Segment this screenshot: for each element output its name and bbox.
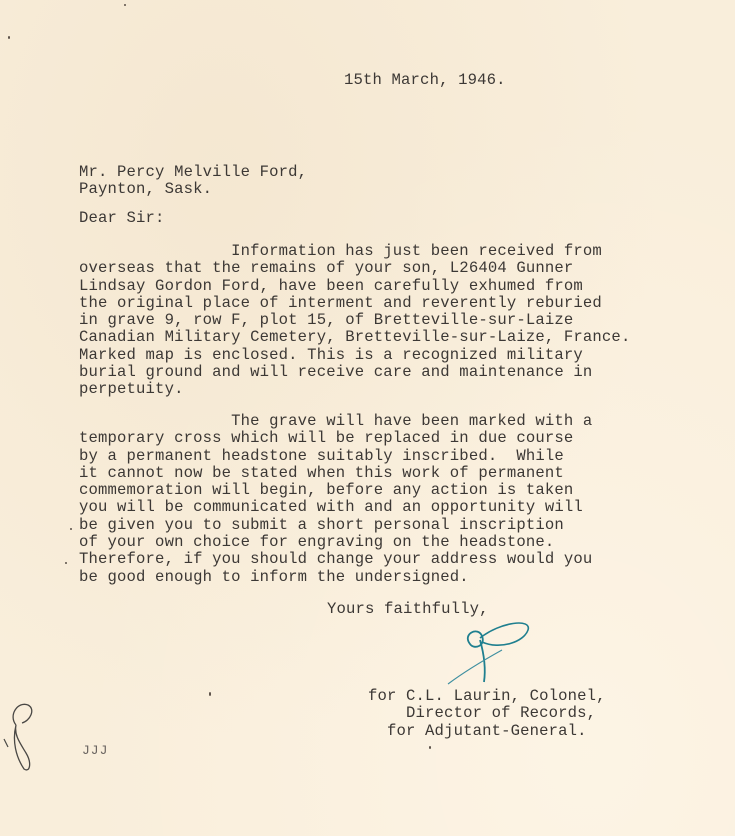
text-line: by a permanent headstone suitably inscribed. While [79,446,564,465]
text-line: be good enough to inform the undersigned. [79,567,469,586]
text-line: be given you to submit a short personal inscription [79,515,564,534]
signature-block [368,688,606,740]
letter-date: 15th March, 1946. [344,71,506,89]
text-line: the original place of interment and reverently reburied [79,293,602,312]
recipient-line: Paynton, Sask. [79,180,213,199]
body-paragraph-1 [79,243,630,399]
text-line: Lindsay Gordon Ford, have been carefully exhumed from [79,276,583,295]
text-line: The grave will have been marked with a [79,412,593,430]
ink-speck [70,528,72,530]
ink-speck [65,562,67,564]
text-line: you will be communicated with and an opportunity will [79,498,583,517]
handwritten-margin-mark-icon [2,695,42,775]
text-line: Marked map is enclosed. This is a recognized military [79,345,583,364]
salutation: Dear Sir: [79,209,165,227]
text-line: in grave 9, row F, plot 15, of Bretteville-sur-Laize [79,311,574,330]
text-line: of your own choice for engraving on the headstone. [79,533,555,552]
ink-speck [429,746,431,749]
text-line: Therefore, if you should change your address would you [79,550,593,569]
closing: Yours faithfully, [327,600,489,618]
recipient-address [79,164,307,199]
signature-icon [440,620,540,690]
signature-line: Director of Records, [368,704,597,723]
text-line: burial ground and will receive care and maintenance in [79,363,593,382]
text-line: Canadian Military Cemetery, Bretteville-sur-Laize, France. [79,328,631,347]
signature-line: for Adjutant-General. [368,721,587,740]
ink-speck [124,4,126,6]
ink-speck [209,692,211,696]
reference-initials: JJJ [82,743,109,758]
recipient-line: Mr. Percy Melville Ford, [79,163,308,181]
text-line: it cannot now be stated when this work of permanent [79,463,564,482]
text-line: commemoration will begin, before any action is taken [79,481,574,500]
text-line: temporary cross which will be replaced in due course [79,429,574,448]
body-paragraph-2 [79,413,592,586]
signature-line: for C.L. Laurin, Colonel, [368,687,606,705]
text-line: overseas that the remains of your son, L26404 Gunner [79,259,574,278]
text-line: Information has just been received from [79,242,602,260]
ink-speck [8,36,10,39]
text-line: perpetuity. [79,380,184,399]
